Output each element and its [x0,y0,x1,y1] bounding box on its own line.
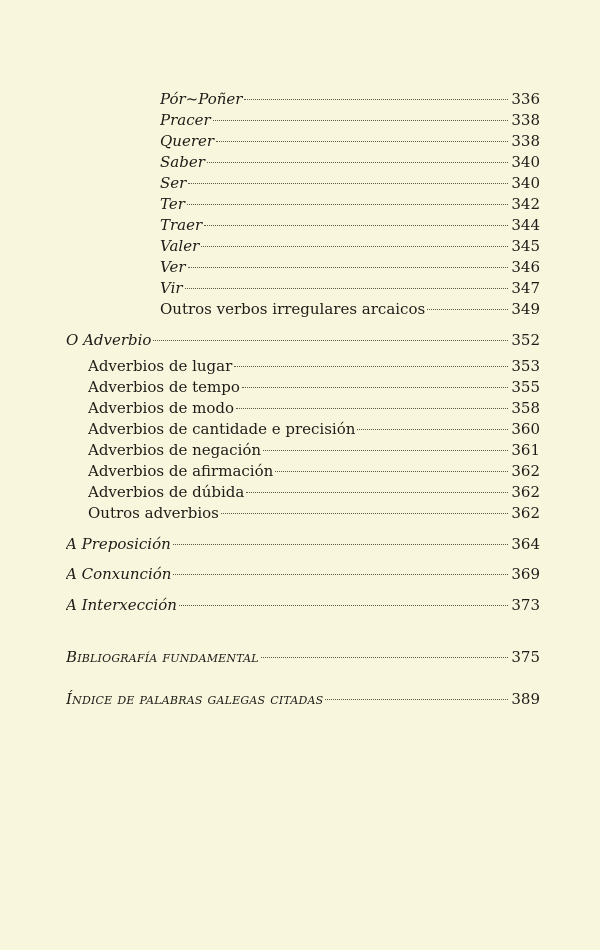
toc-entry-outros-adverbios [88,502,540,524]
toc-entry-title: Adverbios de negación [88,441,262,459]
toc-entry-adverbios-afirmacion [88,460,540,482]
toc-entry-title: Adverbios de afirmación [88,462,274,480]
toc-entry-title: Adverbios de modo [88,399,234,417]
dot-leader [216,140,508,142]
dot-leader [179,604,508,606]
toc-section-preposicion [66,533,540,555]
toc-entry-page: 346 [511,258,540,276]
toc-entry-title: Traer [160,216,203,234]
toc-entry-page: 353 [511,357,540,375]
toc-entry-title: Vir [160,279,183,297]
toc-section-interxeccion [66,594,540,616]
toc-entry-page: 349 [511,300,540,318]
toc-entry-page: 362 [511,462,540,480]
dot-leader [213,119,508,121]
dot-leader [427,308,508,310]
toc-entry-vir [160,277,540,299]
toc-section-indice [66,688,540,710]
dot-leader [173,573,508,575]
toc-section-title: O Adverbio [66,331,152,349]
dot-leader [246,491,508,493]
toc-entry-querer [160,130,540,152]
toc-entry-adverbios-lugar [88,355,540,377]
toc-section-page: 369 [511,565,540,583]
dot-leader [275,470,508,472]
toc-entry-page: 362 [511,504,540,522]
toc-entry-pracer [160,109,540,131]
toc-section-conxuncion [66,563,540,585]
toc-entry-title: Adverbios de tempo [88,378,240,396]
toc-section-page: 352 [511,331,540,349]
dot-leader [325,698,508,700]
toc-section-page: 364 [511,535,540,553]
toc-entry-por-poner [160,88,540,110]
toc-entry-title: Pór~Poñer [160,90,243,108]
toc-entry-page: 340 [511,174,540,192]
toc-entry-ver [160,256,540,278]
toc-section-title: A Preposición [66,535,171,553]
toc-entry-page: 345 [511,237,540,255]
dot-leader [188,182,508,184]
toc-entry-page: 338 [511,132,540,150]
toc-section-page: 375 [511,648,540,666]
toc-section-page: 373 [511,596,540,614]
toc-entry-adverbios-cantidade [88,418,540,440]
toc-entry-title: Adverbios de cantidade e precisión [88,420,356,438]
dot-leader [357,428,508,430]
dot-leader [201,245,508,247]
toc-entry-adverbios-modo [88,397,540,419]
toc-entry-title: Outros verbos irregulares arcaicos [160,300,426,318]
toc-section-title: Bibliografía fundamental [66,648,259,666]
toc-entry-title: Adverbios de dúbida [88,483,245,501]
toc-entry-title: Querer [160,132,215,150]
dot-leader [234,365,508,367]
toc-entry-adverbios-tempo [88,376,540,398]
toc-entry-page: 362 [511,483,540,501]
toc-entry-saber [160,151,540,173]
toc-entry-page: 344 [511,216,540,234]
dot-leader [242,386,508,388]
toc-entry-page: 361 [511,441,540,459]
dot-leader [207,161,508,163]
dot-leader [236,407,508,409]
toc-section-page: 389 [511,690,540,708]
toc-entry-title: Adverbios de lugar [88,357,233,375]
toc-section-title: Índice de palabras galegas citadas [66,690,324,708]
toc-entry-outros-verbos [160,298,540,320]
toc-entry-title: Outros adverbios [88,504,219,522]
toc-entry-page: 355 [511,378,540,396]
dot-leader [153,339,508,341]
toc-entry-title: Ser [160,174,187,192]
toc-entry-page: 360 [511,420,540,438]
toc-entry-page: 347 [511,279,540,297]
dot-leader [244,98,508,100]
dot-leader [173,543,508,545]
dot-leader [187,203,508,205]
toc-entry-page: 358 [511,399,540,417]
toc-entry-page: 336 [511,90,540,108]
dot-leader [185,287,508,289]
toc-section-title: A Conxunción [66,565,172,583]
toc-entry-adverbios-dubida [88,481,540,503]
toc-entry-title: Pracer [160,111,211,129]
dot-leader [204,224,508,226]
toc-section-adverbio [66,329,540,351]
toc-entry-title: Ter [160,195,185,213]
toc-entry-page: 342 [511,195,540,213]
toc-entry-page: 340 [511,153,540,171]
toc-entry-title: Ver [160,258,186,276]
toc-section-title: A Interxección [66,596,177,614]
dot-leader [188,266,508,268]
toc-entry-page: 338 [511,111,540,129]
toc-entry-adverbios-negacion [88,439,540,461]
dot-leader [221,512,508,514]
dot-leader [261,656,508,658]
toc-entry-title: Saber [160,153,205,171]
toc-section-bibliografia [66,646,540,668]
toc-entry-ter [160,193,540,215]
toc-entry-valer [160,235,540,257]
toc-entry-title: Valer [160,237,200,255]
toc-entry-traer [160,214,540,236]
toc-entry-ser [160,172,540,194]
dot-leader [263,449,508,451]
